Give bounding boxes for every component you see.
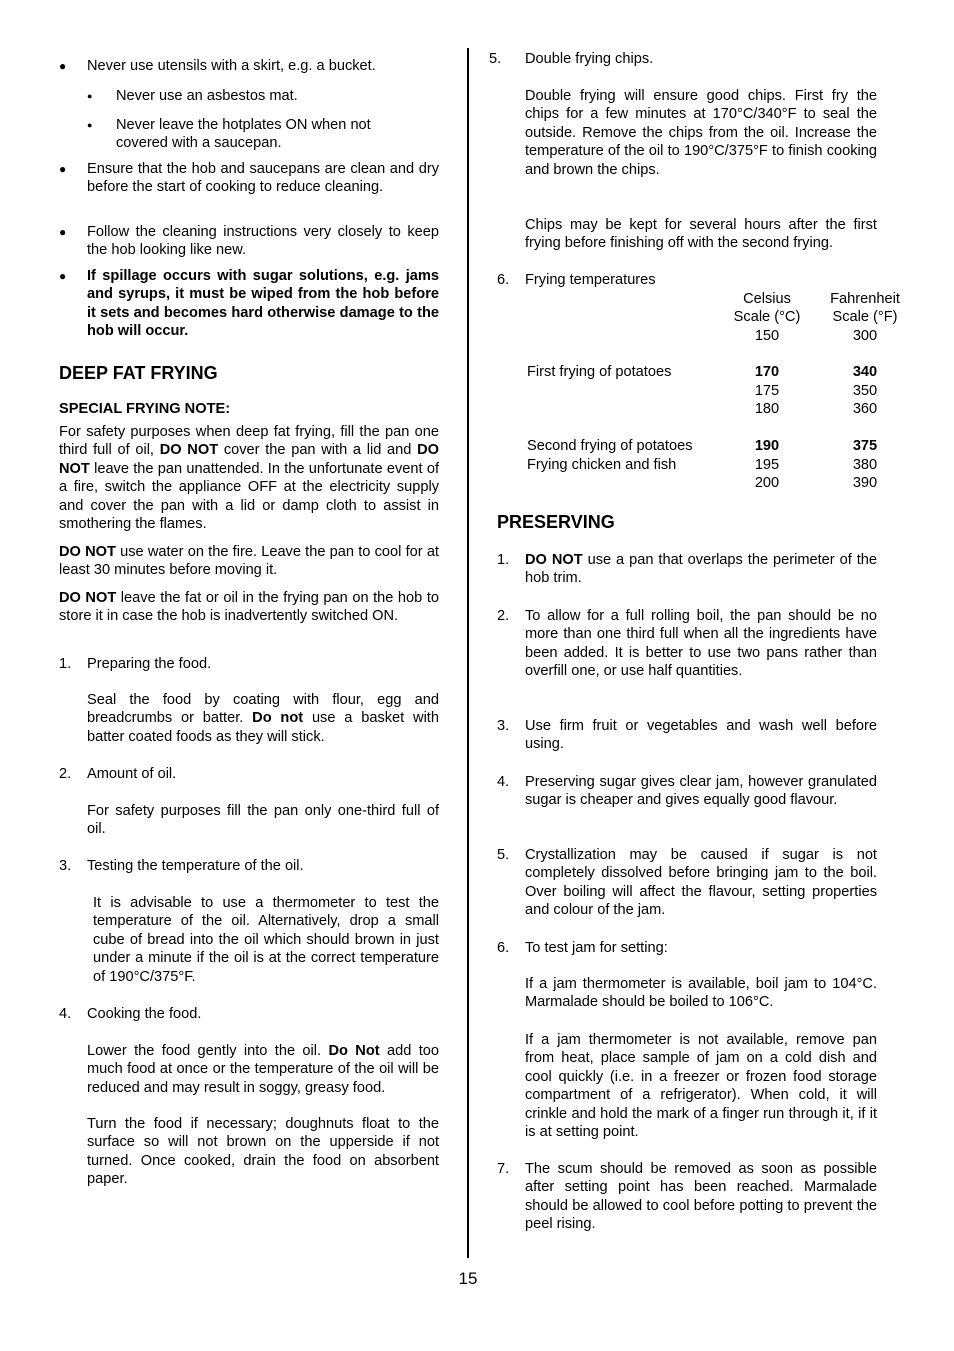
- bullet-item: [59, 223, 439, 260]
- section-heading: DEEP FAT FRYING: [59, 363, 218, 383]
- list-body: Double frying will ensure good chips. First fry the chips for a few minutes at 170°C/340°F to seal the outside. Remove the chips from the oil. Increase the temperature of the oil to 190°C/375°F to finish cooking and brown the chips.: [525, 88, 877, 178]
- list-title: To test jam for setting:: [525, 940, 668, 956]
- list-body: For safety purposes fill the pan only one-third full of oil.: [87, 803, 439, 838]
- bullet-text: Never leave the hotplates ON when not covered with a saucepan.: [116, 117, 371, 152]
- list-body: If a jam thermometer is not available, remove pan from heat, place sample of jam on a cold dish and cool quickly (i.e. in a freezer or frozen food storage compartment of a refrigerator). When cold, it will crinkle and hold the mark of a finger run through it, if it is at setting point.: [525, 1032, 877, 1141]
- list-body: DO NOT use a pan that overlaps the perimeter of the hob trim.: [525, 552, 877, 587]
- celsius-cell: 195: [754, 457, 780, 473]
- column-header: Fahrenheit: [830, 291, 900, 307]
- list-number: 3.: [59, 858, 72, 874]
- list-body: Seal the food by coating with flour, egg and breadcrumbs or batter. Do not use a basket with batter coated foods as they will stick.: [87, 692, 439, 745]
- list-body: Preserving sugar gives clear jam, however granulated sugar is cheaper and gives equally good flavour.: [525, 774, 877, 809]
- sub-heading: SPECIAL FRYING NOTE:: [59, 401, 231, 417]
- list-body: If a jam thermometer is available, boil jam to 104°C. Marmalade should be boiled to 106°C.: [525, 976, 877, 1011]
- page-number: 15: [458, 1269, 478, 1288]
- row-label: First frying of potatoes: [527, 364, 672, 380]
- fahrenheit-cell: 340: [852, 364, 878, 380]
- list-number: 2.: [497, 608, 510, 624]
- celsius-cell: 190: [754, 438, 780, 454]
- list-number: 3.: [497, 718, 510, 734]
- list-title: Cooking the food.: [87, 1006, 202, 1022]
- list-number: 7.: [497, 1161, 510, 1177]
- list-body: Lower the food gently into the oil. Do Not add too much food at once or the temperature of the oil will be reduced and may result in soggy, greasy food.: [87, 1043, 439, 1096]
- bullet-icon: ●: [59, 162, 67, 176]
- frying-temperature-table: [497, 290, 907, 500]
- celsius-cell: 150: [754, 328, 780, 344]
- list-title: Testing the temperature of the oil.: [87, 858, 304, 874]
- column-header: Celsius: [743, 291, 791, 307]
- column-header: Scale (°F): [832, 309, 898, 325]
- celsius-cell: 180: [754, 401, 780, 417]
- row-label: Frying chicken and fish: [527, 457, 677, 473]
- fahrenheit-cell: 360: [852, 401, 878, 417]
- sub-bullet-item: [87, 116, 439, 153]
- bullet-icon: ●: [87, 120, 93, 130]
- column-divider: [467, 48, 469, 1258]
- paragraph: DO NOT use water on the fire. Leave the pan to cool for at least 30 minutes before moving it.: [59, 544, 439, 579]
- bullet-icon: ●: [59, 225, 67, 239]
- fahrenheit-cell: 300: [852, 328, 878, 344]
- bullet-item-warning: [59, 267, 439, 341]
- list-body: To allow for a full rolling boil, the pan should be no more than one third full when all the ingredients have been added. It is better to use two pans rather than overfill one, or use half quantities.: [525, 608, 877, 680]
- list-title: Amount of oil.: [87, 766, 177, 782]
- fahrenheit-cell: 380: [852, 457, 878, 473]
- bullet-text: Follow the cleaning instructions very closely to keep the hob looking like new.: [87, 224, 439, 259]
- list-number: 5.: [497, 847, 510, 863]
- list-number: 6.: [497, 940, 510, 956]
- row-label: Second frying of potatoes: [527, 438, 693, 454]
- list-number: 6.: [497, 272, 510, 288]
- section-heading: PRESERVING: [497, 512, 615, 532]
- fahrenheit-cell: 350: [852, 383, 878, 399]
- fahrenheit-cell: 390: [852, 475, 878, 491]
- bullet-text: If spillage occurs with sugar solutions, e.g. jams and syrups, it must be wiped from the hob before it sets and becomes hard otherwise damage to the hob will occur.: [87, 268, 439, 340]
- paragraph: For safety purposes when deep fat frying, fill the pan one third full of oil, DO NOT cover the pan with a lid and DO NOT leave the pan unattended. In the unfortunate event of a fire, switch the appliance OFF at the electricity supply and cover the pan with a lid or damp cloth to assist in smothering the flames.: [59, 424, 439, 533]
- list-title: Frying temperatures: [525, 272, 656, 288]
- celsius-cell: 175: [754, 383, 780, 399]
- list-number: 2.: [59, 766, 72, 782]
- bullet-text: Ensure that the hob and saucepans are clean and dry before the start of cooking to reduce cleaning.: [87, 161, 439, 196]
- celsius-cell: 170: [754, 364, 780, 380]
- list-title: Preparing the food.: [87, 656, 212, 672]
- celsius-cell: 200: [754, 475, 780, 491]
- list-number: 4.: [59, 1006, 72, 1022]
- bullet-item: [59, 57, 439, 75]
- list-body: Use firm fruit or vegetables and wash well before using.: [525, 718, 877, 753]
- bullet-text: Never use utensils with a skirt, e.g. a bucket.: [87, 58, 376, 74]
- list-body: The scum should be removed as soon as possible after setting point has been reached. Marmalade should be allowed to cool before potting to prevent the peel rising.: [525, 1161, 877, 1233]
- list-body: Chips may be kept for several hours after the first frying before finishing off with the second frying.: [525, 217, 877, 252]
- bullet-item: [59, 160, 439, 197]
- list-number: 5.: [489, 51, 502, 67]
- list-title: Double frying chips.: [525, 51, 654, 67]
- sub-bullet-item: [87, 87, 439, 105]
- fahrenheit-cell: 375: [852, 438, 878, 454]
- column-header: Scale (°C): [733, 309, 801, 325]
- list-body: It is advisable to use a thermometer to test the temperature of the oil. Alternatively, drop a small cube of bread into the oil which should brown in just under a minute if the oil is at the correct temperature of 190°C/375°F.: [93, 895, 439, 985]
- bullet-text: Never use an asbestos mat.: [116, 88, 298, 104]
- list-number: 4.: [497, 774, 510, 790]
- paragraph: DO NOT leave the fat or oil in the frying pan on the hob to store it in case the hob is inadvertently switched ON.: [59, 590, 439, 625]
- bullet-icon: ●: [59, 59, 67, 73]
- list-body: Turn the food if necessary; doughnuts float to the surface so will not brown on the upperside if not turned. Once cooked, drain the food on absorbent paper.: [87, 1116, 439, 1188]
- list-number: 1.: [497, 552, 510, 568]
- list-body: Crystallization may be caused if sugar is not completely dissolved before bringing jam to the boil. Over boiling will affect the flavour, setting properties and colour of the jam.: [525, 847, 877, 919]
- list-number: 1.: [59, 656, 72, 672]
- bullet-icon: ●: [59, 269, 67, 283]
- bullet-icon: ●: [87, 91, 93, 101]
